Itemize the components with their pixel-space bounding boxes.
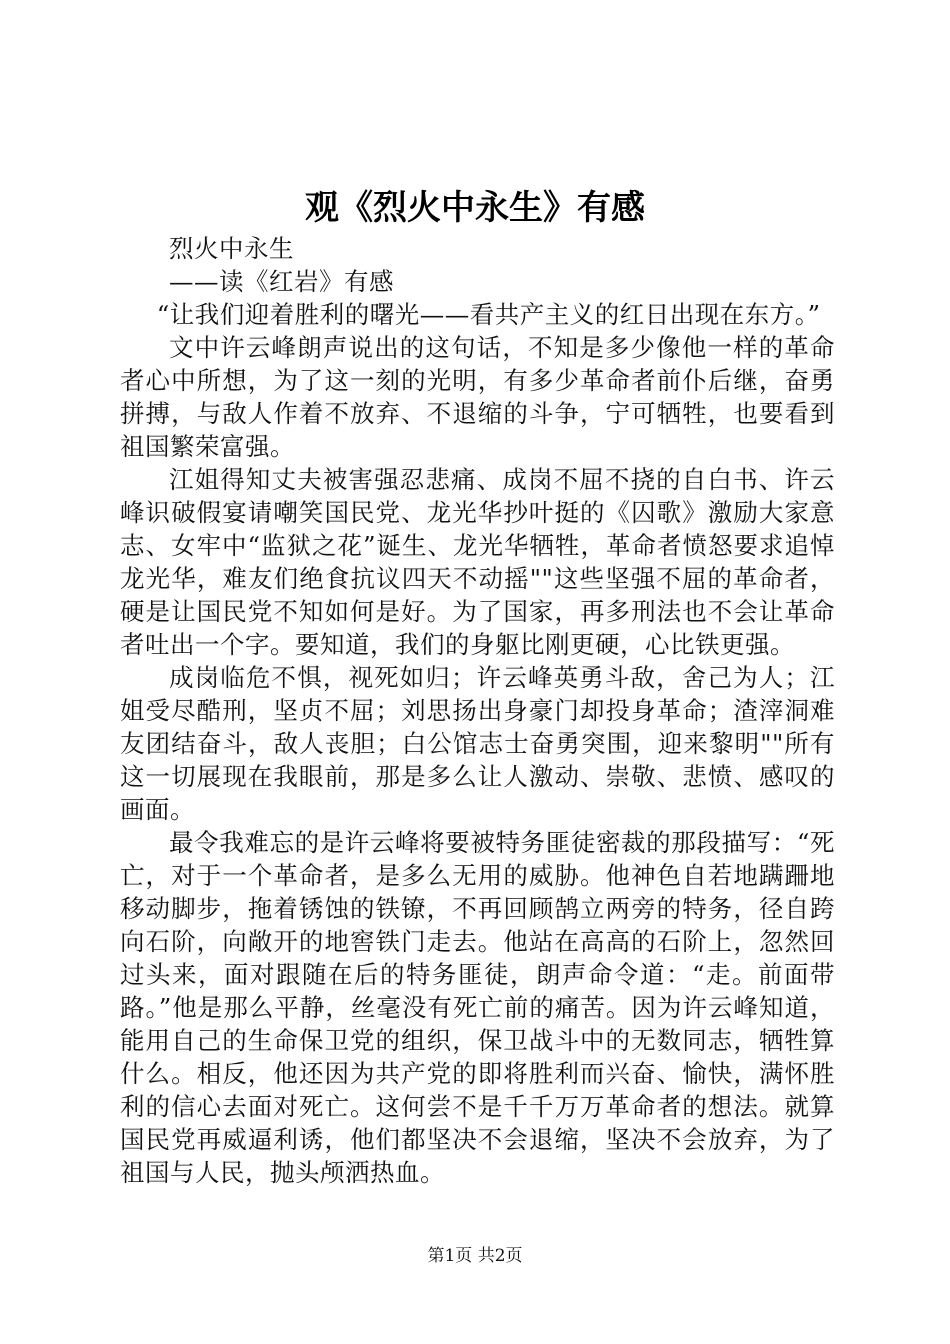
body-paragraph: 文中许云峰朗声说出的这句话，不知是多少像他一样的革命者心中所想，为了这一刻的光明，有多少革命者前仆后继，奋勇拼搏，与敌人作着不放弃、不退缩的斗争，宁可牺牲，也要看到祖国繁荣富强。 bbox=[120, 333, 835, 461]
subtitle-source-line: ——读《红岩》有感 bbox=[169, 267, 394, 296]
body-paragraph: 最令我难忘的是许云峰将要被特务匪徒密裁的那段描写：“死亡，对于一个革命者，是多么无用的威胁。他神色自若地蹒跚地移动脚步，拖着锈蚀的铁镣，不再回顾鹄立两旁的特务，径自跨向石阶，向敞开的地窖铁门走去。他站在高高的石阶上，忽然回过头来，面对跟随在后的特务匪徒，朗声命令道：“走。前面带路。”他是那么平静，丝毫没有死亡前的痛苦。因为许云峰知道，能用自己的生命保卫党的组织，保卫战斗中的无数同志，牺牲算什么。相反，他还因为共产党的即将胜利而兴奋、愉快，满怀胜利的信心去面对死亡。这何尝不是千千万万革命者的想法。就算国民党再威逼利诱，他们都坚决不会退缩，坚决不会放弃，为了祖国与人民，抛头颅洒热血。 bbox=[120, 828, 835, 1187]
subtitle-line: 烈火中永生 bbox=[169, 234, 294, 263]
page-number-footer: 第1页 共2页 bbox=[427, 1246, 523, 1266]
body-paragraph: 江姐得知丈夫被害强忍悲痛、成岗不屈不挠的自白书、许云峰识破假宴请嘲笑国民党、龙光华抄叶挺的《囚歌》激励大家意志、女牢中“监狱之花”诞生、龙光华牺牲，革命者愤怒要求追悼龙光华，难友们绝食抗议四天不动摇""这些坚强不屈的革命者，硬是让国民党不知如何是好。为了国家，再多刑法也不会让革命者吐出一个字。要知道，我们的身躯比刚更硬，心比铁更强。 bbox=[120, 465, 835, 659]
document-body bbox=[120, 232, 835, 1189]
quote-paragraph: “让我们迎着胜利的曙光——看共产主义的红日出现在东方。” bbox=[156, 300, 821, 329]
document-title: 观《烈火中永生》有感 bbox=[305, 188, 645, 228]
body-paragraph: 成岗临危不惧，视死如归；许云峰英勇斗敌，舍己为人；江姐受尽酷刑，坚贞不屈；刘思扬出身豪门却投身革命；渣滓洞难友团结奋斗，敌人丧胆；白公馆志士奋勇突围，迎来黎明""所有这一切展现在我眼前，那是多么让人激动、崇敬、悲愤、感叹的画面。 bbox=[120, 663, 835, 824]
